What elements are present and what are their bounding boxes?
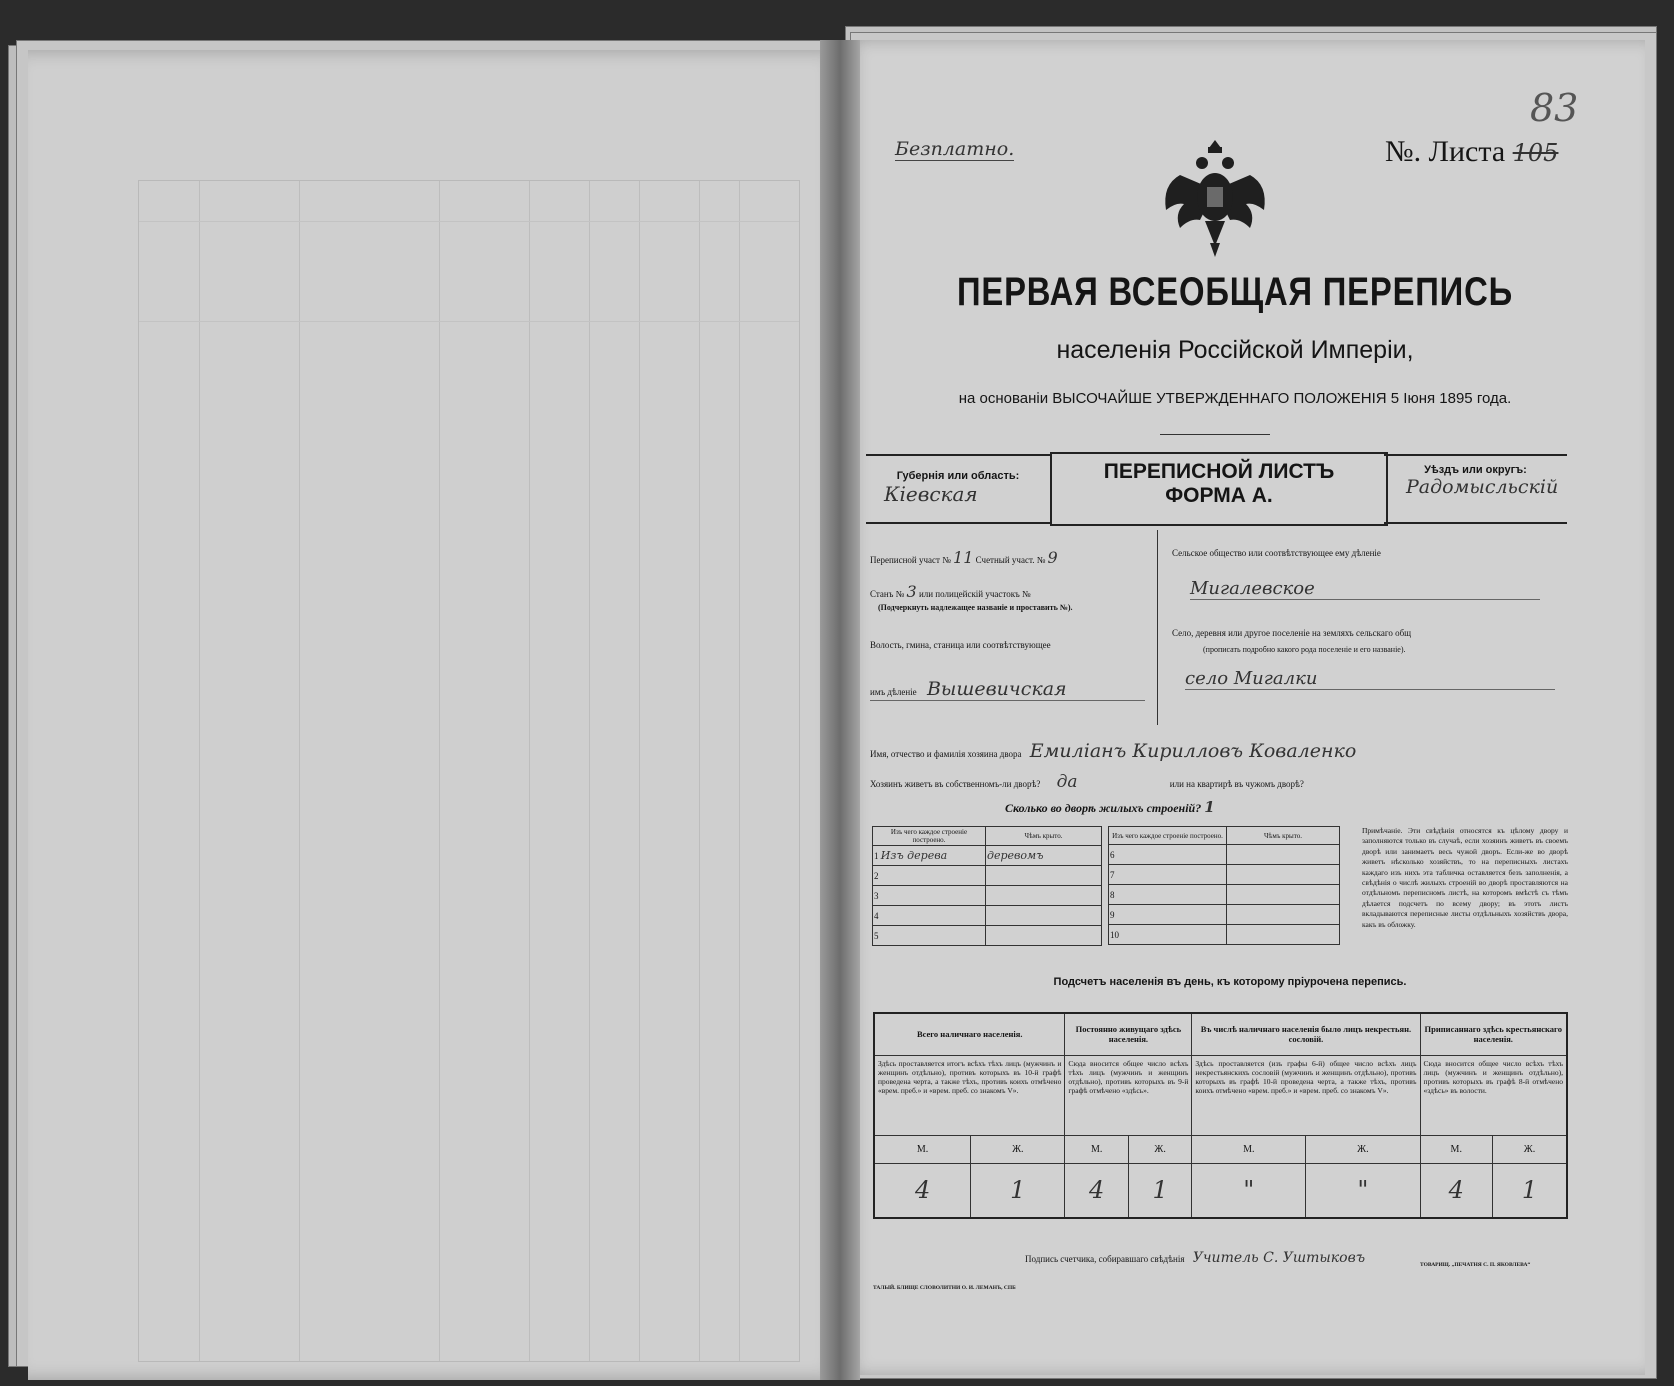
printer-right: ТОВАРИЩ. „ПЕЧАТНЯ С. П. ЯКОВЛЕВА“ (1420, 1262, 1531, 1268)
pop-m-label: М. (1192, 1135, 1306, 1163)
own-yard-label: Хозяинъ живетъ въ собственномъ-ли дворѣ? (870, 779, 1041, 789)
province-value: Кіевская (884, 482, 978, 506)
table-row: 1 Изъ дерева деревомъ (873, 846, 1102, 866)
signature-value: Учитель С. Уштыковъ (1192, 1250, 1366, 1266)
census-basis: на основаніи ВЫСОЧАЙШЕ УТВЕРЖДЕННАГО ПОЛОЖЕНІЯ 5 Іюня 1895 года. (958, 390, 1512, 407)
table-row (1109, 845, 1340, 865)
pop-col-noncrest-title: Въ числѣ наличнаго населенія было лицъ некрестьян. сословій. (1192, 1013, 1420, 1055)
buildings-col-material: Изъ чего каждое строеніе построено. (873, 827, 986, 846)
volost-label2: имъ дѣленіе (870, 687, 917, 697)
printer-left: ТАЛЫЙ. БЛИЩЕ СЛОВОЛИТНИ О. И. ЛЕМАНЪ, СПБ (873, 1285, 1016, 1291)
pop-m-label: М. (874, 1135, 971, 1163)
district-value: Радомысльскій (1406, 476, 1559, 498)
left-page (28, 50, 848, 1380)
building-material-value: Изъ дерева (880, 849, 948, 862)
form-title-box (1050, 452, 1388, 526)
row-number: 6 (1109, 845, 1227, 865)
buildings-col-roof-2: Чѣмъ крыто. (1227, 827, 1340, 845)
pop-registered-m-value: 4 (1420, 1163, 1492, 1218)
table-row (1109, 905, 1340, 925)
own-yard-value: да (1056, 772, 1078, 792)
buildings-col-roof: Чѣмъ крыто. (986, 827, 1102, 846)
buildings-label: Сколько во дворѣ жилыхъ строеній? (1005, 801, 1202, 815)
free-label-text: Безплатно. (895, 138, 1015, 160)
census-subtitle: населенія Россійской Имперіи, (1056, 336, 1414, 364)
census-area-row (870, 548, 1150, 567)
pop-col-permanent-title: Постоянно живущаго здѣсь населенія. (1065, 1013, 1192, 1055)
free-label (895, 138, 1014, 160)
pop-noncrest-m-value: " (1192, 1163, 1306, 1218)
province-box (866, 454, 1050, 524)
census-area-no: № (942, 555, 951, 565)
population-heading: Подсчетъ населенія въ день, къ которому пріурочена перепись. (1053, 976, 1407, 988)
pop-noncrest-f-value: " (1306, 1163, 1420, 1218)
province-label: Губернія или область: (896, 470, 1020, 482)
volost-value: Вышевичская (926, 678, 1067, 700)
row-number: 2 (873, 866, 986, 886)
buildings-table-left (872, 826, 1102, 946)
pop-m-label: М. (1065, 1135, 1128, 1163)
district-box (1384, 454, 1567, 524)
underline-note: (Подчеркнуть надлежащее названіе и проставить №). (878, 603, 1073, 612)
pop-col-noncrest-desc: Здѣсь проставляется (изъ графы 6-й) общее число всѣхъ лицъ некрестьянскихъ сословій (мужчинъ и женщинъ отдѣльно), противъ которыхъ въ графѣ 10-й проведена черта, а также тѣхъ, противъ коихъ отмѣчено «врем. преб.» и «врем. преб. со знакомъ V». (1192, 1055, 1420, 1135)
village-note: (прописать подробно какого рода поселеніе и его названіе). (1203, 645, 1406, 654)
owner-value: Емиліанъ Кирилловъ Коваленко (1029, 740, 1357, 762)
society-label: Сельское общество или соотвѣтствующее ему дѣленіе (1172, 548, 1381, 558)
police-label: или полицейскій участокъ (918, 589, 1020, 599)
stan-value: 3 (906, 582, 917, 601)
buildings-value: 1 (1204, 798, 1215, 816)
row-number: 9 (1109, 905, 1227, 925)
table-row (1109, 925, 1340, 945)
police-no: № (1022, 589, 1031, 599)
table-row (873, 886, 1102, 906)
population-table (873, 1012, 1568, 1219)
pop-permanent-m-value: 4 (1065, 1163, 1128, 1218)
buildings-note: Примѣчаніе. Эти свѣдѣнія относятся къ цѣлому двору и заполняются только въ случаѣ, если хозяинъ живетъ въ своемъ дворѣ или занимаетъ весь чужой дворъ. Если-же во дворѣ живетъ нѣсколько хозяйствъ, то на переписныхъ листахъ каждаго изъ нихъ эта табличка оставляется безъ заполненія, а свѣдѣнія о числѣ жилыхъ строеній во дворѣ проставляются на отдѣльномъ переписномъ листѣ, на которомъ вмѣстѣ съ тѣмъ дѣлается подсчетъ по всему двору; въ этотъ листъ вкладываются переписные листы отдѣльныхъ хозяйствъ двора, какъ въ обложку. (1362, 826, 1568, 929)
row-number: 10 (1109, 925, 1227, 945)
building-roof-value: деревомъ (986, 846, 1102, 866)
table-row (873, 906, 1102, 926)
sheet-number-label: №. Листа (1385, 135, 1506, 168)
society-value: Мигалевское (1190, 578, 1540, 600)
rent-label: или на квартирѣ въ чужомъ дворѣ? (1169, 779, 1304, 789)
pop-col-total-title: Всего наличнаго населенія. (874, 1013, 1065, 1055)
row-number: 7 (1109, 865, 1227, 885)
pop-f-label: Ж. (1492, 1135, 1567, 1163)
pop-m-label: М. (1420, 1135, 1492, 1163)
pop-col-registered-desc: Сюда вносится общее число всѣхъ тѣхъ лицъ (мужчинъ и женщинъ отдѣльно), противъ которыхъ въ графѣ 8-й отмѣчено «здѣсь» въ волости. (1420, 1055, 1567, 1135)
row-number: 8 (1109, 885, 1227, 905)
count-area-no: № (1036, 555, 1046, 565)
left-page-faint-grid (138, 180, 800, 1362)
sheet-number-new: 83 (1530, 86, 1579, 130)
signature-label: Подпись счетчика, собиравшаго свѣдѣнія (1025, 1254, 1185, 1264)
census-area-value: 11 (953, 548, 974, 567)
pop-col-permanent-desc: Сюда вносится общее число всѣхъ тѣхъ лицъ (мужчинъ и женщинъ отдѣльно), противъ которыхъ въ 9-й графѣ отмѣчено «здѣсь». (1065, 1055, 1192, 1135)
stan-label: Станъ (870, 589, 894, 599)
form-title-line2: ФОРМА А. (1165, 484, 1273, 507)
table-row (873, 926, 1102, 946)
count-area-label: Счетный участ. (975, 555, 1035, 565)
pop-total-m-value: 4 (874, 1163, 971, 1218)
book-gutter (820, 40, 860, 1380)
census-area-label: Переписной участ (870, 555, 940, 565)
buildings-row (1005, 798, 1215, 816)
own-yard-row (870, 772, 1560, 792)
pop-f-label: Ж. (1128, 1135, 1191, 1163)
village-value: село Мигалки (1185, 668, 1555, 690)
pop-col-total-desc: Здѣсь проставляется итогъ всѣхъ тѣхъ лицъ (мужчинъ и женщинъ отдѣльно), противъ которыхъ въ 10-й графѣ проведена черта, а также тѣхъ, противъ коихъ отмѣчено «врем. преб.» и «врем. преб. со знакомъ V». (874, 1055, 1065, 1135)
owner-label: Имя, отчество и фамилія хозяина двора (870, 749, 1022, 759)
stan-no: № (895, 589, 905, 599)
pop-f-label: Ж. (971, 1135, 1065, 1163)
volost-row (870, 678, 1145, 701)
pop-col-registered-title: Приписаннаго здѣсь крестьянскаго населенія. (1420, 1013, 1567, 1055)
row-number: 3 (873, 886, 986, 906)
table-row (873, 866, 1102, 886)
imperial-eagle-icon (1160, 135, 1270, 260)
row-number: 4 (873, 906, 986, 926)
buildings-col-material-2: Изъ чего каждое строеніе построено. (1109, 827, 1227, 845)
buildings-table-right (1108, 826, 1340, 945)
fields-divider (1157, 530, 1158, 725)
pop-total-f-value: 1 (971, 1163, 1065, 1218)
volost-label: Волость, гмина, станица или соотвѣтствующее (870, 640, 1051, 650)
table-row (1109, 885, 1340, 905)
pop-permanent-f-value: 1 (1128, 1163, 1191, 1218)
sheet-number (1385, 135, 1558, 169)
district-label: Уѣздъ или округъ: (1424, 464, 1527, 476)
row-number: 5 (873, 926, 986, 946)
pop-f-label: Ж. (1306, 1135, 1420, 1163)
ornament-divider (1160, 434, 1270, 435)
stan-row (870, 582, 1150, 601)
census-title: ПЕРВАЯ ВСЕОБЩАЯ ПЕРЕПИСЬ (957, 270, 1513, 314)
pop-registered-f-value: 1 (1492, 1163, 1567, 1218)
form-title-line1: ПЕРЕПИСНОЙ ЛИСТЪ (1103, 460, 1335, 483)
owner-row (870, 740, 1560, 762)
village-label: Село, деревня или другое поселеніе на земляхъ сельскаго общ (1172, 628, 1412, 638)
table-row (1109, 865, 1340, 885)
sheet-number-crossed: 105 (1512, 139, 1559, 167)
count-area-value: 9 (1047, 548, 1058, 567)
